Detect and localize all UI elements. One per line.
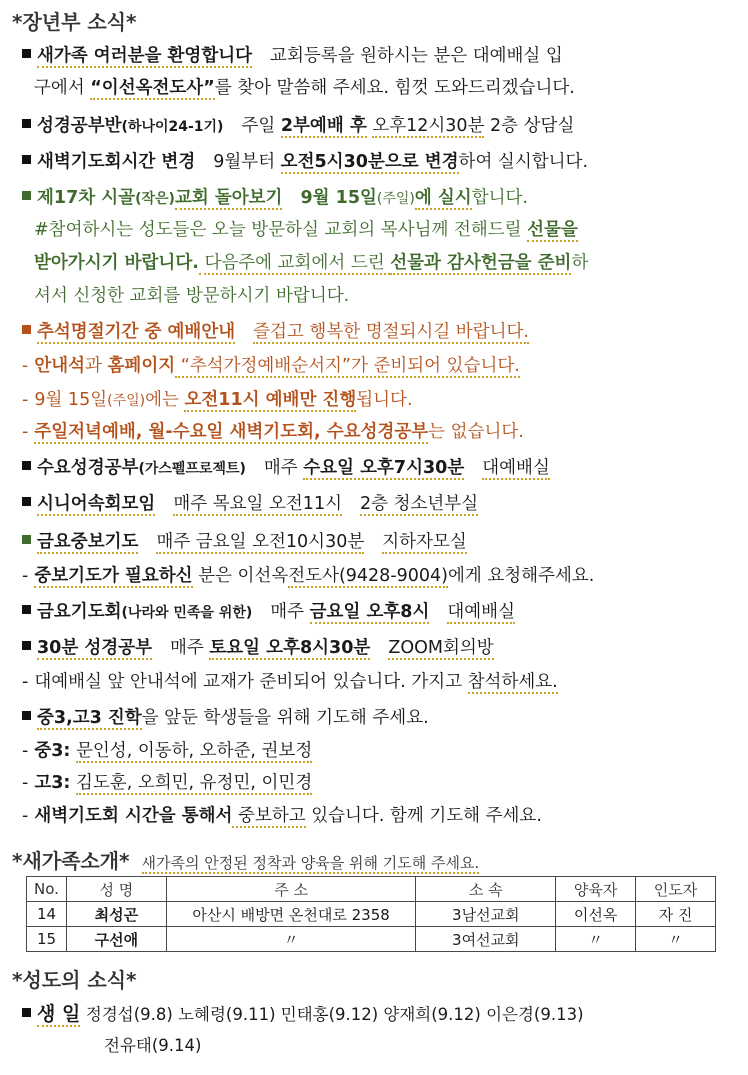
item-rural-note-1: #참여하시는 성도들은 오늘 방문하실 교회의 목사님께 전해드릴 선물을 (34, 220, 578, 240)
bullet-icon (22, 711, 31, 720)
item-fri-intercession: 금요중보기도 매주 금요일 오전10시30분 지하자모실 (22, 528, 732, 556)
item-fri-prayer: 금요기도회(나라와 민족을 위한) 매주 금요일 오후8시 대예배실 (22, 598, 732, 627)
birthday-list-2: 전유태(9.14) (104, 1036, 202, 1055)
item-dawn-prayer: 새벽기도회시간 변경 9월부터 오전5시30분으로 변경하여 실시합니다. (22, 148, 732, 176)
new-family-note: 새가족의 안정된 정착과 양육을 위해 기도해 주세요. (141, 854, 480, 872)
new-family-table (26, 876, 716, 952)
item-bible-class: 성경공부반(하나이24-1기) 주일 2부예배 후 오후12시30분 2층 상담실 (22, 112, 732, 141)
item-students-dawn: - 새벽기도회 시간을 통해서 중보하고 있습니다. 함께 기도해 주세요. (22, 806, 542, 826)
item-chuseok-d1: - 안내석과 홈페이지 “추석가정예배순서지”가 준비되어 있습니다. (22, 356, 520, 376)
item-chuseok-d2: - 9월 15일(주일)에는 오전11시 예배만 진행됩니다. (22, 390, 413, 410)
bullet-icon (22, 461, 31, 470)
table-header-row: No. 성 명 주 소 소 속 양육자 인도자 (27, 877, 716, 902)
bullet-icon (22, 49, 31, 58)
item-wed-bible: 수요성경공부(가스펠프로젝트) 매주 수요일 오후7시30분 대예배실 (22, 454, 732, 483)
item-sat-bible-d1: - 대예배실 앞 안내석에 교재가 준비되어 있습니다. 가지고 참석하세요. (22, 672, 558, 692)
item-sat-bible: 30분 성경공부 매주 토요일 오후8시30분 ZOOM회의방 (22, 634, 732, 662)
table-row: 14 최성곤 아산시 배방면 온천대로 2358 3남선교회 이선옥 자 진 (27, 902, 716, 927)
item-students: 중3,고3 진학을 앞둔 학생들을 위해 기도해 주세요. (22, 704, 732, 732)
birthday-list-1: 정경섭(9.8) 노혜령(9.11) 민태홍(9.12) 양재희(9.12) 이은경(9.13) (85, 1005, 584, 1024)
section-title-church-news: *장년부 소식* (12, 10, 137, 34)
item-chuseok: 추석명절기간 중 예배안내 즐겁고 행복한 명절되시길 바랍니다. (22, 318, 732, 346)
item-rural-note-2: 받아가시기 바랍니다. 다음주에 교회에서 드린 선물과 감사헌금을 준비하 (34, 253, 589, 273)
item-birthday (22, 1000, 732, 1029)
bullet-icon (22, 155, 31, 164)
item-chuseok-d3: - 주일저녁예배, 월-수요일 새벽기도회, 수요성경공부는 없습니다. (22, 422, 524, 442)
bullet-icon (22, 641, 31, 650)
bullet-icon (22, 605, 31, 614)
item-rural-note-3: 셔서 신청한 교회를 방문하시기 바랍니다. (34, 286, 350, 306)
item-welcome: 새가족 여러분을 환영합니다 교회등록을 원하시는 분은 대예배실 입 (22, 42, 732, 70)
item-students-h3: - 고3: 김도훈, 오희민, 유정민, 이민경 (22, 773, 313, 793)
section-title-saints-news: *성도의 소식* (12, 968, 137, 992)
item-students-m3: - 중3: 문인성, 이동하, 오하준, 권보정 (22, 741, 313, 761)
bullet-icon (22, 535, 31, 544)
bullet-icon (22, 191, 31, 200)
item-rural-visit: 제17차 시골(작은)교회 돌아보기 9월 15일(주일)에 실시합니다. (22, 184, 732, 213)
table-row: 15 구선애 〃 3여선교회 〃 〃 (27, 927, 716, 952)
birthday-label: 생 일 (37, 1003, 81, 1025)
bullet-icon (22, 119, 31, 128)
item-welcome-cont: 구에서 “이선옥전도사”를 찾아 말씀해 주세요. 힘껏 도와드리겠습니다. (34, 78, 575, 98)
bullet-icon (22, 497, 31, 506)
bullet-icon (22, 1008, 31, 1017)
item-senior: 시니어속회모임 매주 목요일 오전11시 2층 청소년부실 (22, 490, 732, 518)
bullet-icon (22, 325, 31, 334)
item-fri-intercession-d1: - 중보기도가 필요하신 분은 이선옥전도사(9428-9004)에게 요청해주세요. (22, 566, 595, 586)
section-title-new-family: *새가족소개* 새가족의 안정된 정착과 양육을 위해 기도해 주세요. (12, 849, 480, 873)
